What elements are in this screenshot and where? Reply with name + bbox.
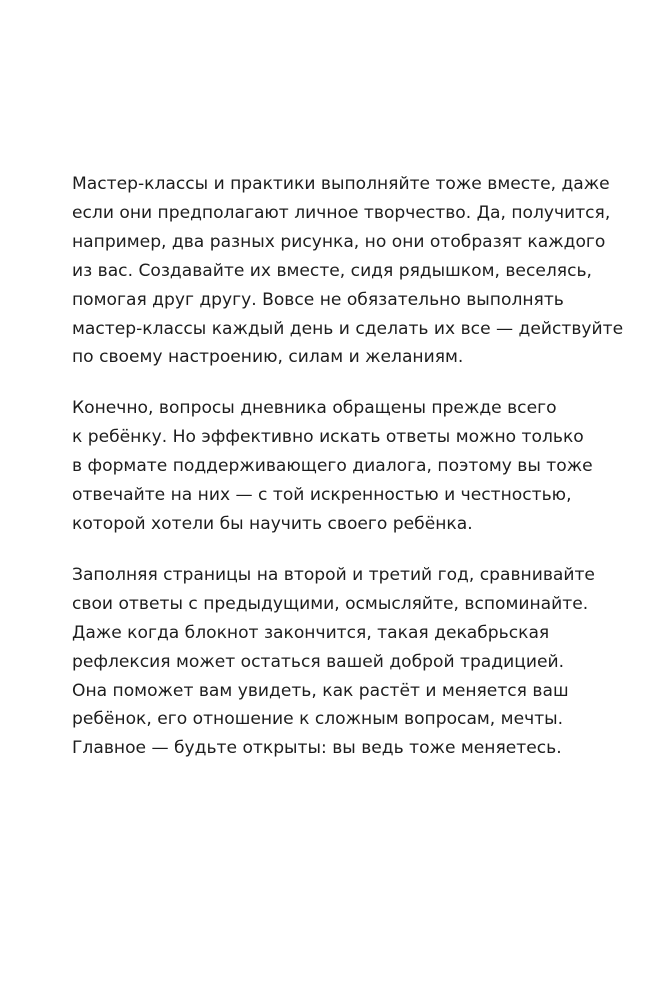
text-line: которой хотели бы научить своего ребёнка.: [72, 513, 473, 534]
text-line: Мастер-классы и практики выполняйте тоже вместе, даже: [72, 174, 610, 194]
text-line: Заполняя страницы на второй и третий год, сравнивайте: [72, 564, 595, 585]
text-line: отвечайте на них — с той искренностью и честностью,: [72, 485, 572, 506]
text-line: рефлексия может остаться вашей доброй традицией.: [72, 651, 565, 672]
text-line: мастер-классы каждый день и сделать их все — действуйте: [72, 318, 624, 339]
body-text: [72, 170, 632, 785]
paragraph-1: [72, 170, 632, 372]
text-line: свои ответы с предыдущими, осмысляйте, вспоминайте.: [72, 593, 589, 614]
text-line: например, два разных рисунка, но они отобразят каждого: [72, 231, 606, 252]
text-line: Конечно, вопросы дневника обращены прежде всего: [72, 398, 557, 419]
text-line: если они предполагают личное творчество. Да, получится,: [72, 202, 611, 223]
text-line: к ребёнку. Но эффективно искать ответы можно только: [72, 427, 584, 448]
text-line: Главное — будьте открыты: вы ведь тоже меняетесь.: [72, 738, 562, 759]
text-line: ребёнок, его отношение к сложным вопросам, мечты.: [72, 709, 564, 730]
text-line: по своему настроению, силам и желаниям.: [72, 347, 464, 368]
paragraph-3: [72, 561, 632, 763]
text-line: помогая друг другу. Вовсе не обязательно выполнять: [72, 289, 564, 310]
text-line: в формате поддерживающего диалога, поэтому вы тоже: [72, 456, 593, 477]
paragraph-2: [72, 394, 632, 539]
text-line: Даже когда блокнот закончится, такая декабрьская: [72, 622, 550, 643]
text-line: из вас. Создавайте их вместе, сидя рядышком, веселясь,: [72, 260, 592, 281]
text-line: Она поможет вам увидеть, как растёт и меняется ваш: [72, 680, 569, 701]
